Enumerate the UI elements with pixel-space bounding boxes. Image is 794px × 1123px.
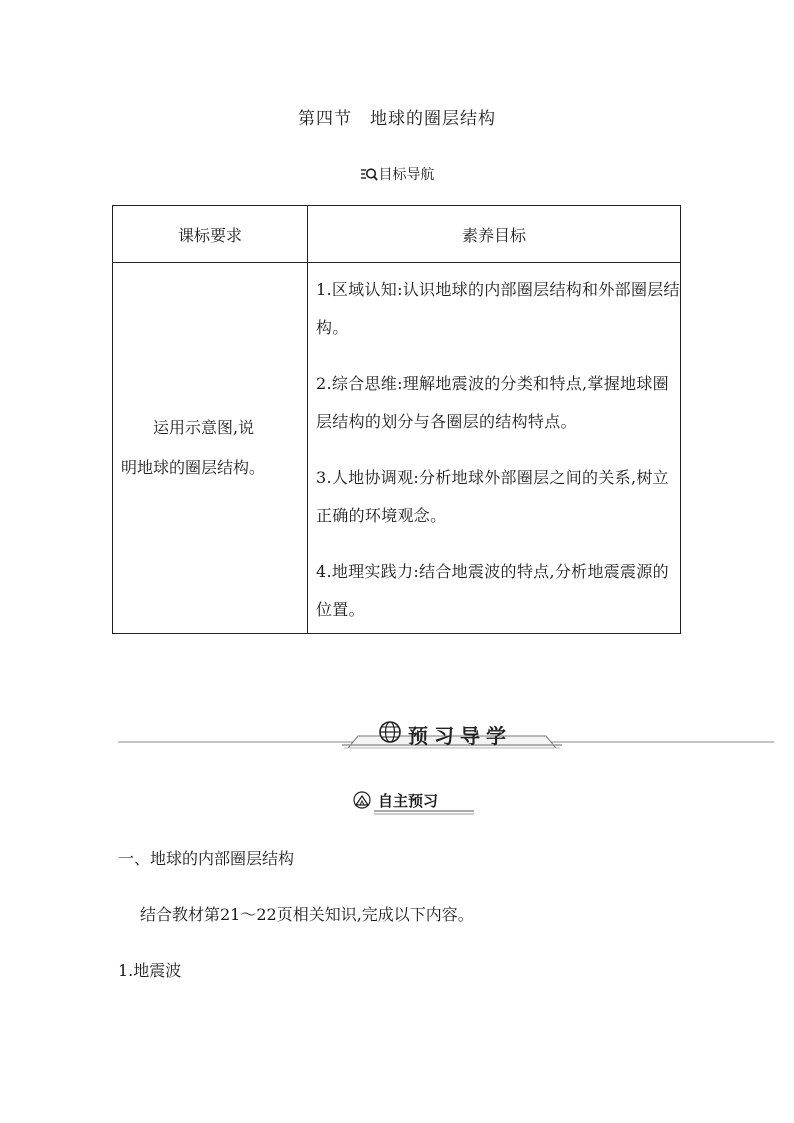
page-title: 第四节 地球的圈层结构 [298,109,496,129]
goals-cell [308,263,681,634]
requirement-line-1: 运用示意图,说 [153,418,255,437]
requirement-cell [113,263,308,634]
table-header-row [113,206,681,263]
header-requirement: 课标要求 [113,206,308,263]
header-goals: 素养目标 [308,206,681,263]
goal-item: 1.区域认知:认识地球的内部圈层结构和外部圈层结构。 [316,280,680,337]
table-row [113,263,681,634]
goal-item: 4.地理实践力:结合地震波的特点,分析地震震源的位置。 [316,562,669,619]
sub-heading [0,790,794,811]
section-heading: 一、地球的内部圈层结构 [118,849,295,868]
nav-heading [0,164,794,184]
tent-icon [352,791,372,809]
globe-icon [378,720,402,744]
sub-heading-underline [374,810,474,815]
item-heading: 1.地震波 [118,961,182,980]
section-banner [118,712,774,752]
requirement-line-2: 明地球的圈层结构。 [121,458,266,477]
nav-heading-label: 目标导航 [378,167,435,183]
goal-item: 3.人地协调观:分析地球外部圈层之间的关系,树立正确的环境观念。 [316,468,669,525]
instruction-text: 结合教材第21～22页相关知识,完成以下内容。 [140,905,474,924]
banner-label: 预习导学 [408,724,512,748]
sub-heading-label: 自主预习 [377,792,438,810]
goals-table [112,205,681,634]
goal-item: 2.综合思维:理解地震波的分类和特点,掌握地球圈层结构的划分与各圈层的结构特点。 [316,374,669,431]
magnifier-icon [360,167,378,181]
